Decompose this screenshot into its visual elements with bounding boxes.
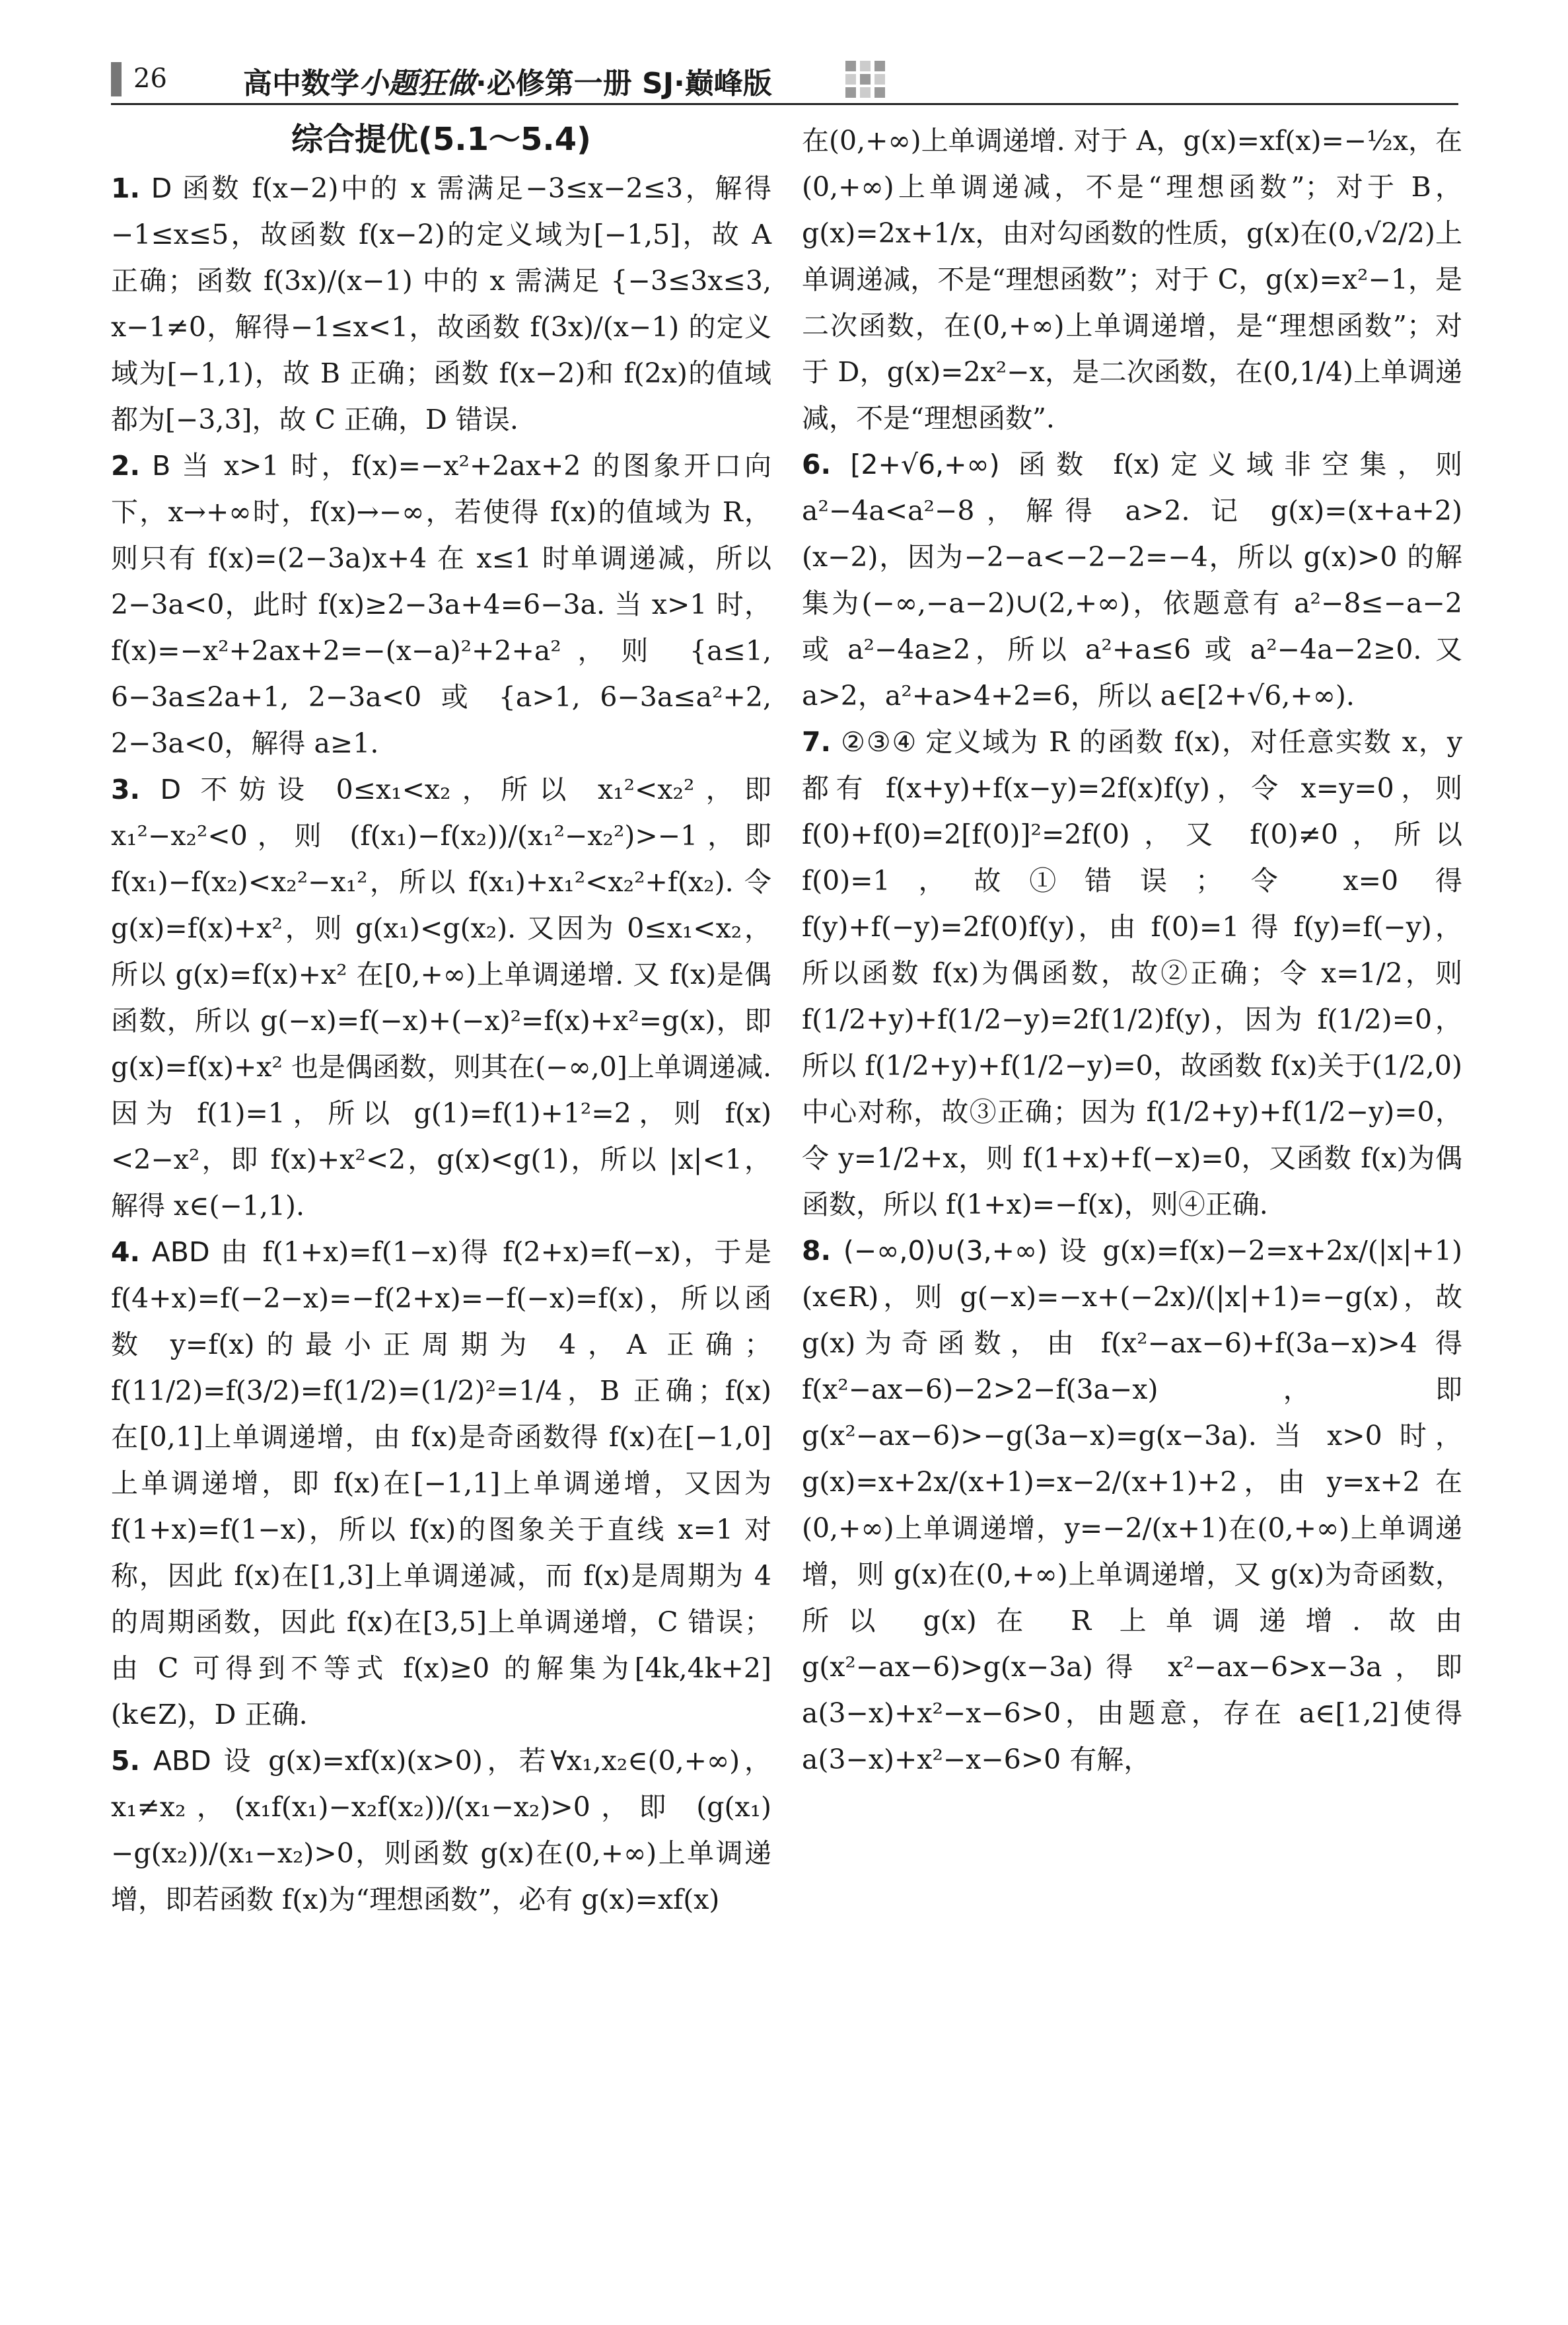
question-explanation: 当 x>1 时，f(x)=−x²+2ax+2 的图象开口向下，x→+∞时，f(x)→−∞，若使得 f(x)的值域为 R，则只有 f(x)=(2−3a)x+4 在 x≤1 时单调递减，所以 2−3a<0，此时 f(x)≥2−3a+4=6−3a. 当 x>1 时，f(x)=−x²+2ax+2=−(x−a)²+2+a²，则 {a≤1, 6−3a≤2a+1, 2−3a<0 或 {a>1, 6−3a≤a²+2, 2−3a<0，解得 a≥1. (111, 450, 771, 759)
question-5 (111, 1738, 771, 1923)
question-explanation: 设 g(x)=f(x)−2=x+2x/(|x|+1)(x∈R)，则 g(−x)=−x+(−2x)/(|x|+1)=−g(x)，故 g(x)为奇函数，由 f(x²−ax−6)+f(3a−x)>4 得 f(x²−ax−6)−2>2−f(3a−x)，即 g(x²−ax−6)>−g(3a−x)=g(x−3a). 当 x>0 时，g(x)=x+2x/(x+1)=x−2/(x+1)+2，由 y=x+2 在(0,+∞)上单调递增，y=−2/(x+1)在(0,+∞)上单调递增，则 g(x)在(0,+∞)上单调递增，又 g(x)为奇函数，所以 g(x)在 R 上单调递增. 故由 g(x²−ax−6)>g(x−3a)得 x²−ax−6>x−3a，即 a(3−x)+x²−x−6>0，由题意，存在 a∈[1,2]使得 a(3−x)+x²−x−6>0 有解， (802, 1235, 1462, 1775)
question-7 (802, 719, 1462, 1228)
question-answer: ②③④ (841, 726, 918, 758)
question-answer: ABD (151, 1236, 210, 1268)
grid-logo-icon (845, 61, 886, 98)
right-column (802, 118, 1462, 1783)
book-title (243, 59, 772, 102)
question-number: 1. (111, 172, 141, 204)
question-number: 5. (111, 1745, 141, 1777)
question-answer: ABD (153, 1745, 211, 1777)
question-number: 4. (111, 1236, 141, 1268)
question-number: 8. (802, 1235, 832, 1267)
question-explanation: 在(0,+∞)上单调递增. 对于 A，g(x)=xf(x)=−½x，在(0,+∞)上单调递减，不是“理想函数”；对于 B，g(x)=2x+1/x，由对勾函数的性质，g(x)在(0,√2/2)上单调递减，不是“理想函数”；对于 C，g(x)=x²−1，是二次函数，在(0,+∞)上单调递增，是“理想函数”；对于 D，g(x)=2x²−x，是二次函数，在(0,1/4)上单调递减，不是“理想函数”. (802, 125, 1463, 434)
question-answer: B (152, 450, 171, 482)
question-3 (111, 766, 771, 1229)
title-suffix: ·必修第一册 SJ·巅峰版 (476, 67, 772, 100)
question-2 (111, 443, 771, 766)
question-number: 7. (802, 726, 832, 758)
question-number: 6. (802, 449, 832, 480)
question-answer: D (160, 774, 182, 805)
question-answer: D (151, 172, 172, 204)
question-explanation: 函数 f(x)定义域非空集，则 a²−4a<a²−8，解得 a>2. 记 g(x)=(x+a+2)(x−2)，因为−2−a<−2−2=−4，所以 g(x)>0 的解集为(−∞,−a−2)∪(2,+∞)，依题意有 a²−8≤−a−2 或 a²−4a≥2，所以 a²+a≤6 或 a²−4a−2≥0. 又 a>2，a²+a>4+2=6，所以 a∈[2+√6,+∞). (802, 449, 1462, 712)
question-explanation: 由 f(1+x)=f(1−x)得 f(2+x)=f(−x)，于是 f(4+x)=f(−2−x)=−f(2+x)=−f(−x)=f(x)，所以函数 y=f(x)的最小正周期为 4，A 正确；f(11/2)=f(3/2)=f(1/2)=(1/2)²=1/4，B 正确；f(x)在[0,1]上单调递增，由 f(x)是奇函数得 f(x)在[−1,0]上单调递增，即 f(x)在[−1,1]上单调递增，又因为 f(1+x)=f(1−x)，所以 f(x)的图象关于直线 x=1 对称，因此 f(x)在[1,3]上单调递减，而 f(x)是周期为 4 的周期函数，因此 f(x)在[3,5]上单调递增，C 错误；由 C 可得到不等式 f(x)≥0 的解集为[4k,4k+2](k∈Z)，D 正确. (111, 1236, 771, 1730)
question-5-continued (802, 118, 1462, 441)
header-bar-decoration (111, 62, 122, 96)
question-explanation: 函数 f(x−2)中的 x 需满足−3≤x−2≤3，解得−1≤x≤5，故函数 f(x−2)的定义域为[−1,5]，故 A 正确；函数 f(3x)/(x−1) 中的 x 需满足 {−3≤3x≤3, x−1≠0，解得−1≤x<1，故函数 f(3x)/(x−1) 的定义域为[−1,1)，故 B 正确；函数 f(x−2)和 f(2x)的值域都为[−3,3]，故 C 正确，D 错误. (111, 172, 771, 435)
page-header (111, 57, 1458, 105)
question-8 (802, 1228, 1462, 1783)
title-brand-logo: 小题狂做 (359, 67, 476, 100)
title-prefix: 高中数学 (243, 67, 359, 100)
question-explanation: 不妨设 0≤x₁<x₂，所以 x₁²<x₂²，即 x₁²−x₂²<0，则 (f(x₁)−f(x₂))/(x₁²−x₂²)>−1，即 f(x₁)−f(x₂)<x₂²−x₁²，所以 f(x₁)+x₁²<x₂²+f(x₂). 令 g(x)=f(x)+x²，则 g(x₁)<g(x₂). 又因为 0≤x₁<x₂，所以 g(x)=f(x)+x² 在[0,+∞)上单调递增. 又 f(x)是偶函数，所以 g(−x)=f(−x)+(−x)²=f(x)+x²=g(x)，即 g(x)=f(x)+x² 也是偶函数，则其在(−∞,0]上单调递减. 因为 f(1)=1，所以 g(1)=f(1)+1²=2，则 f(x)<2−x²，即 f(x)+x²<2，g(x)<g(1)，所以 |x|<1，解得 x∈(−1,1). (111, 774, 771, 1222)
question-4 (111, 1229, 771, 1738)
question-answer: [2+√6,+∞) (850, 449, 1000, 480)
section-title: 综合提优(5.1～5.4) (291, 121, 591, 158)
page-number: 26 (133, 63, 167, 94)
question-number: 3. (111, 774, 141, 805)
question-answer: (−∞,0)∪(3,+∞) (843, 1235, 1048, 1267)
question-explanation: 定义域为 R 的函数 f(x)，对任意实数 x，y 都有 f(x+y)+f(x−y)=2f(x)f(y)，令 x=y=0，则 f(0)+f(0)=2[f(0)]²=2f(0)，又 f(0)≠0，所以 f(0)=1，故①错误；令 x=0 得 f(y)+f(−y)=2f(0)f(y)，由 f(0)=1 得 f(y)=f(−y)，所以函数 f(x)为偶函数，故②正确；令 x=1/2，则 f(1/2+y)+f(1/2−y)=2f(1/2)f(y)，因为 f(1/2)=0，所以 f(1/2+y)+f(1/2−y)=0，故函数 f(x)关于(1/2,0)中心对称，故③正确；因为 f(1/2+y)+f(1/2−y)=0，令 y=1/2+x，则 f(1+x)+f(−x)=0，又函数 f(x)为偶函数，所以 f(1+x)=−f(x)，则④正确. (802, 726, 1462, 1220)
question-explanation: 设 g(x)=xf(x)(x>0)，若∀x₁,x₂∈(0,+∞)，x₁≠x₂，(x₁f(x₁)−x₂f(x₂))/(x₁−x₂)>0，即 (g(x₁)−g(x₂))/(x₁−x₂)>0，则函数 g(x)在(0,+∞)上单调递增，即若函数 f(x)为“理想函数”，必有 g(x)=xf(x) (111, 1745, 771, 1915)
question-number: 2. (111, 450, 141, 482)
left-column (111, 118, 771, 1923)
question-1 (111, 165, 771, 443)
question-6 (802, 441, 1462, 719)
